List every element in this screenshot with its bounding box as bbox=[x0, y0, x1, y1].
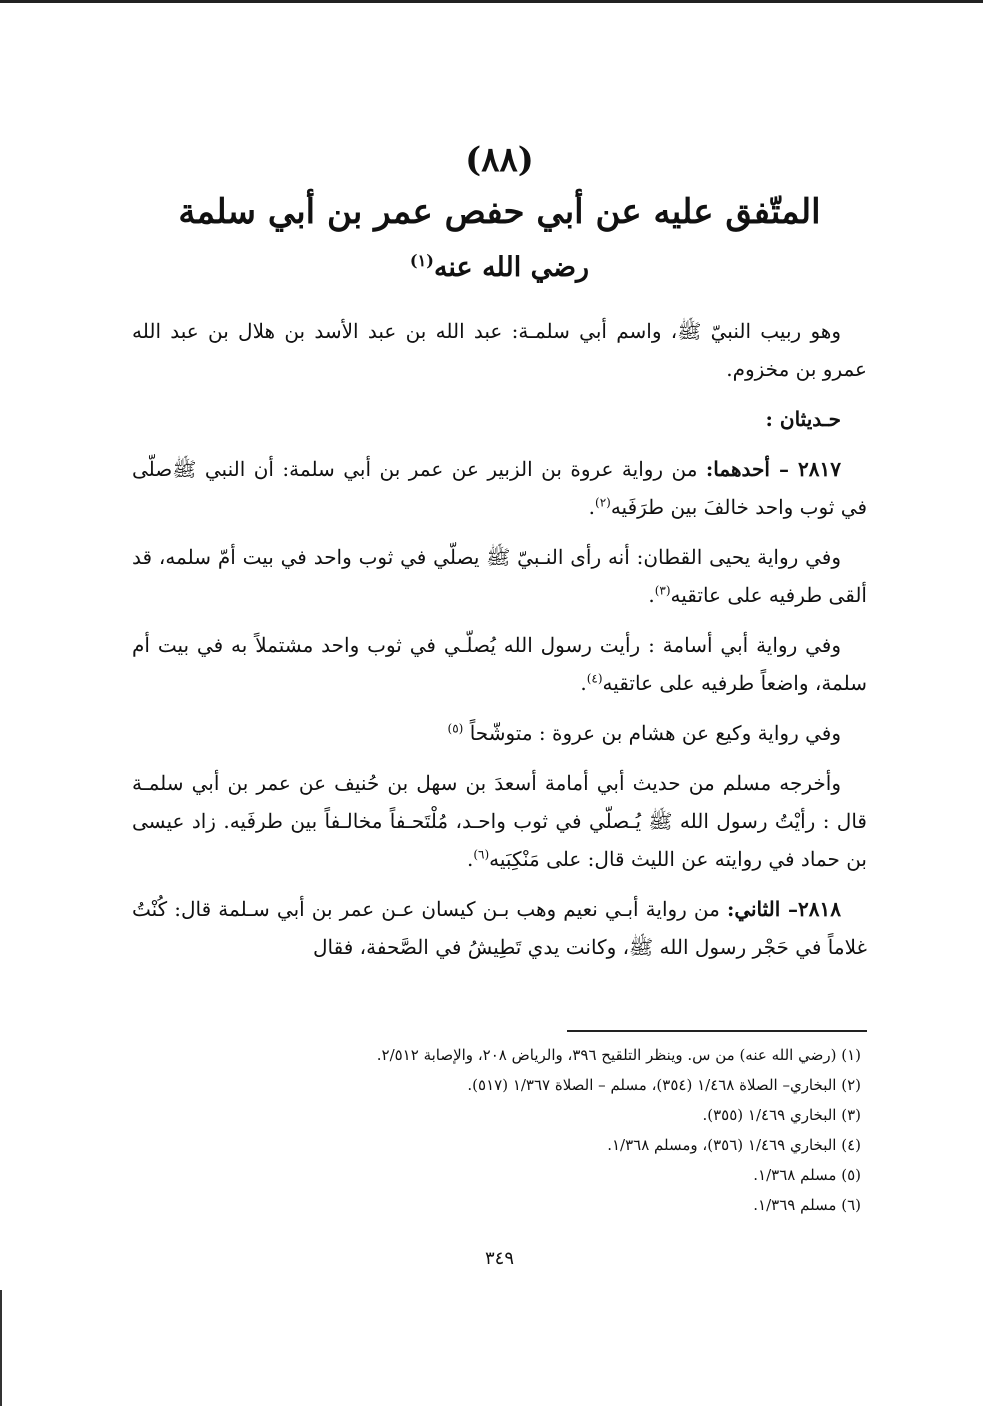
hadith-2818-paragraph bbox=[132, 890, 867, 966]
page-number: ٣٤٩ bbox=[484, 1248, 514, 1269]
chapter-title: المتّفق عليه عن أبي حفص عمر بن أبي سلمة bbox=[178, 192, 821, 232]
footnote-ref-6: (٦) bbox=[473, 847, 490, 862]
muslim-paragraph: وأخرجه مسلم من حديث أبي أمامة أسعدَ بن سهل بن حُنيف عن عمر بن أبي سلمـة قال : رأيْتُ رسول الله ﷺ يُـصلّي في ثوب واحـد، مُلْتَحـفاً مخالـفاً بين طرفَيه. زاد عيسى بن حماد في روايته عن الليث قال: على مَنْكِبَيه$^{(٦)}$. bbox=[132, 771, 867, 871]
hadith-2817-paragraph: ٢٨١٧ – أحدهما: من رواية عروة بن الزبير عن عمر بن أبي سلمة: أن النبي ﷺصلّى في ثوب واحد خالفَ بين طرَفَيه$^{(٢)}$. bbox=[132, 457, 867, 519]
footnote-ref-1: (١) bbox=[409, 251, 434, 270]
qattan-paragraph: وفي رواية يحيى القطان: أنه رأى النـبيّ ﷺ يصلّي في ثوب واحد في بيت أمّ سلمه، قد ألقى طرفيه على عاتقيه$^{(٣)}$. bbox=[132, 545, 867, 607]
footnotes-list bbox=[132, 1040, 867, 1220]
scan-edge-line bbox=[0, 1290, 2, 1406]
chapter-subtitle bbox=[132, 252, 867, 283]
hadith-count-heading: حـديثان : bbox=[765, 407, 841, 431]
subtitle-text: رضي الله عنه bbox=[433, 252, 590, 283]
footnote-item: (٣) البخاري ١/٤٦٩ (٣٥٥). bbox=[702, 1106, 861, 1124]
hadith-2818-text: من رواية أبـي نعيم وهب بـن كيسان عـن عمر بن أبي سـلمة قال: كُنْتُ غلاماً في حَجْر رسول الله ﷺ، وكانت يدي تَطِيشُ في الصَّحفة، فقال bbox=[132, 897, 867, 959]
usama-text: وفي رواية أبي أسامة : رأيت رسول الله يُصلّـي في ثوب واحد مشتملاً به في بيت أم سلمة، واضعاً طرفيه على عاتقيه bbox=[132, 633, 867, 695]
muslim-text: وأخرجه مسلم من حديث أبي أمامة أسعدَ بن سهل بن حُنيف عن عمر بن أبي سلمـة قال : رأيْتُ رسول الله ﷺ يُـصلّي في ثوب واحـد، مُلْتَحـفاً مخالـفاً بين طرفَيه. زاد عيسى بن حماد في روايته عن الليث قال: على مَنْكِبَيه bbox=[132, 771, 867, 871]
main-text bbox=[132, 312, 867, 978]
waki-paragraph bbox=[132, 714, 867, 752]
intro-paragraph: وهو ربيب النبيّ ﷺ، واسم أبي سلمـة: عبد الله بن عبد الأسد بن هلال بن عبد الله عمرو بن مخزوم. bbox=[132, 319, 867, 381]
book-page bbox=[132, 0, 867, 1406]
footnote-item: (٢) البخاري– الصلاة ١/٤٦٨ (٣٥٤)، مسلم – الصلاة ١/٣٦٧ (٥١٧). bbox=[467, 1076, 861, 1094]
hadith-2817-text: من رواية عروة بن الزبير عن عمر بن أبي سلمة: أن النبي ﷺصلّى في ثوب واحد خالفَ بين طرَفَيه bbox=[132, 457, 867, 519]
usama-paragraph: وفي رواية أبي أسامة : رأيت رسول الله يُصلّـي في ثوب واحد مشتملاً به في بيت أم سلمة، واضعاً طرفيه على عاتقيه$^{(٤)}$. bbox=[132, 633, 867, 695]
hadith-2818-number: ٢٨١٨– الثاني: bbox=[726, 897, 841, 921]
footnote-item: (٤) البخاري ١/٤٦٩ (٣٥٦)، ومسلم ١/٣٦٨. bbox=[607, 1136, 861, 1154]
footnote-ref-4: (٤) bbox=[586, 671, 603, 686]
footnote-item: (١) (رضي الله عنه) من س. وينظر التلقيح ٣٩٦، والرياض ٢٠٨، والإصابة ٢/٥١٢. bbox=[376, 1046, 861, 1064]
footnote-item: (٦) مسلم ١/٣٦٩. bbox=[753, 1196, 861, 1214]
chapter-number: (٨٨) bbox=[465, 140, 534, 180]
footnote-divider bbox=[567, 1030, 867, 1032]
qattan-text: وفي رواية يحيى القطان: أنه رأى النـبيّ ﷺ يصلّي في ثوب واحد في بيت أمّ سلمه، قد ألقى طرفيه على عاتقيه bbox=[132, 545, 867, 607]
waki-text: وفي رواية وكيع عن هشام بن عروة : متوشّحاً bbox=[463, 721, 841, 745]
footnote-ref-2: (٢) bbox=[595, 495, 611, 510]
footnote-item: (٥) مسلم ١/٣٦٨. bbox=[753, 1166, 861, 1184]
footnote-ref-5: (٥) bbox=[447, 721, 464, 736]
footnote-ref-3: (٣) bbox=[654, 583, 671, 598]
hadith-2817-number: ٢٨١٧ – أحدهما: bbox=[705, 457, 841, 481]
